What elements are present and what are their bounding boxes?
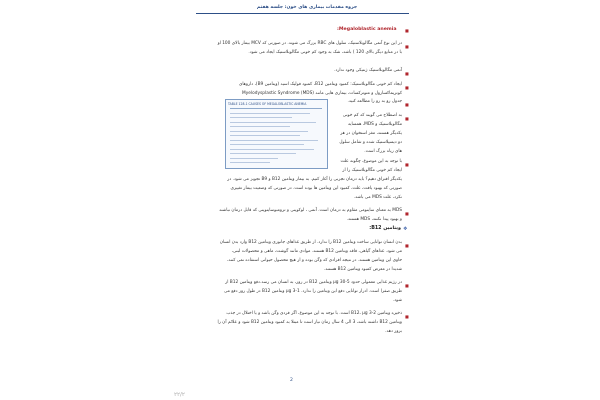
paragraph-line: ویتامین B12 داشته باشد، 3 الی 4 سال زمان نیاز است تا مبتلا به کمبود ویتامین B12 شود و علائم آن را	[217, 320, 402, 325]
paragraph-line: ایجاد کم خونی مگالوبلاستیک: کمبود ویتامین B12، کمبود فولیک اسید (ویتامین B9)، داروهای	[238, 82, 402, 87]
paragraph-line: با در منابع دیگر بالای 120 ) باشد، شک به وجود کم خونی مگالوبلاستیک ایجاد می شود.	[248, 50, 402, 55]
table-row	[230, 131, 308, 132]
paragraph-line: یکدیگر هستند، مغز استخوان در هر	[340, 131, 402, 136]
corner-page-indicator: ۲۲/۲	[174, 392, 185, 398]
paragraph-line: جدول رو به رو را مطالعه کنید.	[347, 99, 402, 104]
table-row	[230, 149, 314, 150]
bullet-icon: ■	[405, 28, 409, 33]
section-title-vitamin-b12: ویتامین B12:	[369, 226, 401, 231]
table-caption: TABLE 128-1 CAUSES OF MEGALOBLASTIC ANEMIA	[228, 102, 307, 106]
table-row	[230, 153, 296, 154]
paragraph-line: صورتی که بهبود یافت، علت، کمبود این ویتامین ها بوده است. در صورتی که وضعیت بیمار تغییری	[230, 186, 402, 191]
paragraph-line: با توجه به این موضوع، چگونه علت	[340, 159, 402, 164]
paragraph-line: بروز دهد.	[385, 329, 402, 334]
table-row	[230, 117, 292, 118]
paragraph-line: و بهبود پیدا نکنند، MDS هستند.	[346, 217, 402, 222]
section-title-megaloblastic: :Megaloblastic anemia	[337, 27, 397, 32]
paragraph-line: شود.	[392, 298, 402, 303]
paragraph-line: دو دیسپلاستیک شده و شامل سلول	[339, 140, 402, 145]
bullet-icon: ■	[405, 85, 409, 90]
table-row	[230, 113, 310, 114]
bullet-icon: ■	[405, 243, 409, 248]
paragraph-line: یکدیگر افتراق دهیم؟ باید درمان تجربی را آغاز کنیم. به بیمار ویتامین B12 و B9 تجویز می شود. در	[227, 177, 402, 182]
bullet-icon: ■	[405, 314, 409, 319]
paragraph-line: در این نوع آنمی مگالوبلاستیک، سلول های RBC بزرگ می شوند. در صورتی که MCV بیمار بالای 100 او	[217, 41, 402, 46]
causes-table-figure	[225, 99, 328, 169]
bullet-icon: ■	[405, 162, 409, 167]
table-row	[230, 140, 318, 141]
table-row	[230, 158, 278, 159]
paragraph-line: در رژیم غذایی معمولی حدود µg 30-5 ویتامین B12 در روز، به انسان می رسد.دفع ویتامین B12 از	[225, 280, 402, 285]
bullet-icon: ■	[405, 71, 409, 76]
table-row	[230, 122, 316, 123]
diamond-bullet-icon: ❖	[403, 226, 408, 232]
paragraph-line: ایجاد کم خونی مگالوبلاستیک را از	[342, 168, 402, 173]
table-row	[230, 144, 304, 145]
paragraph-line: ذخیره ویتامین B12، µg 3-2 است. با توجه به این موضوع، اگر فردی وگن باشد و یا اختلال در جذب	[226, 311, 402, 316]
bullet-icon: ■	[405, 44, 409, 49]
table-row	[230, 126, 290, 127]
bullet-icon: ■	[405, 283, 409, 288]
paragraph-line: کوتریماکسازول و متوترکسات، بیماری هایی مانند Myelodysplastic Syndrome (MDS)	[242, 91, 402, 96]
paragraph-line: می شود. غذاهای گیاهی، فاقد ویتامین B12 هستند. موادی مانند گوشت، ماهی و محصولات لبنی،	[231, 249, 402, 254]
paragraph-line: MDS به معنای ساینومی مقاوم به درمان است. آنمی ، لوکوپنی و ترومبوسایتوپنی که قابل درمان نباشند	[219, 208, 402, 213]
paragraph-line: نکرد، علت MDS می باشد.	[353, 195, 402, 200]
bullet-icon: ■	[405, 211, 409, 216]
bullet-icon: ■	[405, 102, 409, 107]
paragraph-line: حاوی این ویتامین هستند. در نتیجه افرادی که وگن بوده و از هیچ محصول حیوانی استفاده نمی کنند،	[227, 258, 402, 263]
paragraph-line: شدیدا در معرض کمبود ویتامین B12 هستند.	[323, 267, 402, 272]
running-header: جزوه مقدمات بیماری های خون: جلسه هفتم	[256, 5, 358, 10]
paragraph-line: آنمی مگالوبلاستیک ژنتیکی وجود ندارد.	[334, 68, 402, 73]
paragraph-line: بدن انسان توانایی ساخت ویتامین B12 را ندارد. از طریق غذاهای جانوری ویتامین B12 وارد بدن انسان	[219, 240, 402, 245]
paragraph-line: به اصطلاح می گویند که کم خونی	[342, 113, 402, 118]
table-rule	[230, 108, 322, 109]
header-rule	[196, 13, 409, 14]
page-number: 2	[290, 378, 293, 383]
bullet-icon: ■	[405, 116, 409, 121]
table-row	[230, 135, 300, 136]
paragraph-line: مگالوبلاستیک و MDS، همسایه	[347, 122, 402, 127]
paragraph-line: طریق صفرا است. ادرار توانایی دفع این ویتامین را ندارد. µg 3-1 ویتامین B12 در طول روز دفع می	[224, 289, 402, 294]
table-row	[230, 162, 270, 163]
paragraph-line: های ریاه بزرگ است.	[364, 149, 402, 154]
